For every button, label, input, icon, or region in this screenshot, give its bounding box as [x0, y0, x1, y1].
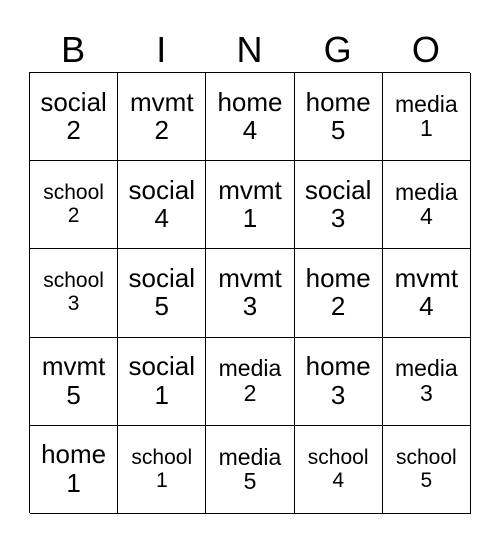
bingo-cell[interactable] — [295, 249, 383, 337]
bingo-cell[interactable] — [206, 426, 294, 514]
cell-number: 5 — [66, 379, 81, 410]
bingo-cell[interactable] — [30, 249, 118, 337]
cell-word: media — [218, 355, 282, 382]
cell-word: media — [395, 355, 458, 382]
header-letter-i: I — [156, 29, 167, 70]
bingo-cell[interactable] — [383, 161, 471, 249]
cell-word: mvmt — [218, 174, 282, 205]
cell-word: home — [305, 351, 371, 382]
cell-word: media — [395, 179, 458, 206]
cell-word: school — [43, 269, 104, 293]
cell-number: 1 — [66, 467, 81, 498]
bingo-cell[interactable] — [30, 338, 118, 426]
cell-number: 2 — [330, 291, 346, 322]
bingo-cell[interactable] — [30, 73, 118, 161]
cell-number: 5 — [243, 467, 257, 494]
cell-word: mvmt — [218, 263, 282, 294]
bingo-header — [29, 28, 470, 72]
cell-word: school — [43, 181, 104, 205]
bingo-cell[interactable] — [30, 426, 118, 514]
cell-word: social — [128, 351, 196, 382]
bingo-cell[interactable] — [383, 338, 471, 426]
cell-word: social — [40, 86, 107, 117]
bingo-cell[interactable] — [383, 73, 471, 161]
cell-number: 2 — [154, 114, 170, 145]
bingo-cell[interactable] — [206, 249, 294, 337]
bingo-cell[interactable] — [118, 338, 206, 426]
cell-number: 5 — [330, 114, 346, 145]
cell-word: school — [395, 445, 457, 469]
bingo-cell[interactable] — [30, 161, 118, 249]
cell-number: 3 — [242, 291, 258, 322]
cell-word: mvmt — [130, 86, 194, 117]
cell-number: 1 — [242, 203, 258, 234]
cell-number: 3 — [330, 379, 346, 410]
cell-number: 2 — [66, 114, 81, 145]
cell-word: media — [395, 90, 458, 117]
header-letter-o: O — [411, 29, 440, 70]
cell-number: 3 — [67, 292, 80, 316]
cell-word: media — [218, 443, 282, 470]
cell-word: home — [305, 86, 371, 117]
cell-number: 2 — [243, 379, 257, 406]
cell-number: 5 — [154, 291, 170, 322]
cell-number: 1 — [419, 115, 433, 142]
header-letter-g: G — [323, 29, 352, 70]
bingo-cell[interactable] — [206, 338, 294, 426]
cell-number: 5 — [420, 468, 433, 492]
bingo-cell[interactable] — [383, 249, 471, 337]
header-letter-b: B — [61, 29, 86, 70]
cell-word: school — [131, 445, 193, 469]
cell-number: 3 — [419, 379, 433, 406]
cell-number: 3 — [330, 203, 346, 234]
cell-number: 4 — [332, 468, 344, 492]
bingo-cell[interactable] — [118, 249, 206, 337]
bingo-cell[interactable] — [206, 161, 294, 249]
bingo-grid — [29, 72, 470, 513]
bingo-cell[interactable] — [206, 73, 294, 161]
cell-word: home — [217, 86, 283, 117]
bingo-cell[interactable] — [118, 426, 206, 514]
bingo-cell[interactable] — [295, 161, 383, 249]
bingo-cell[interactable] — [118, 161, 206, 249]
cell-number: 4 — [154, 203, 170, 234]
cell-number: 4 — [419, 203, 433, 230]
cell-number: 4 — [419, 291, 434, 322]
cell-word: school — [307, 445, 369, 469]
bingo-cell[interactable] — [118, 73, 206, 161]
bingo-cell[interactable] — [295, 426, 383, 514]
cell-word: home — [41, 439, 107, 470]
cell-word: mvmt — [394, 263, 459, 294]
cell-word: social — [304, 174, 372, 205]
header-letter-n: N — [236, 29, 263, 70]
cell-word: social — [128, 263, 196, 294]
cell-number: 2 — [67, 204, 80, 228]
cell-word: home — [305, 263, 371, 294]
cell-word: social — [128, 174, 196, 205]
cell-word: mvmt — [41, 351, 106, 382]
cell-number: 1 — [154, 379, 170, 410]
cell-number: 4 — [242, 114, 258, 145]
bingo-cell[interactable] — [383, 426, 471, 514]
bingo-cell[interactable] — [295, 73, 383, 161]
cell-number: 1 — [155, 468, 168, 492]
bingo-cell[interactable] — [295, 338, 383, 426]
